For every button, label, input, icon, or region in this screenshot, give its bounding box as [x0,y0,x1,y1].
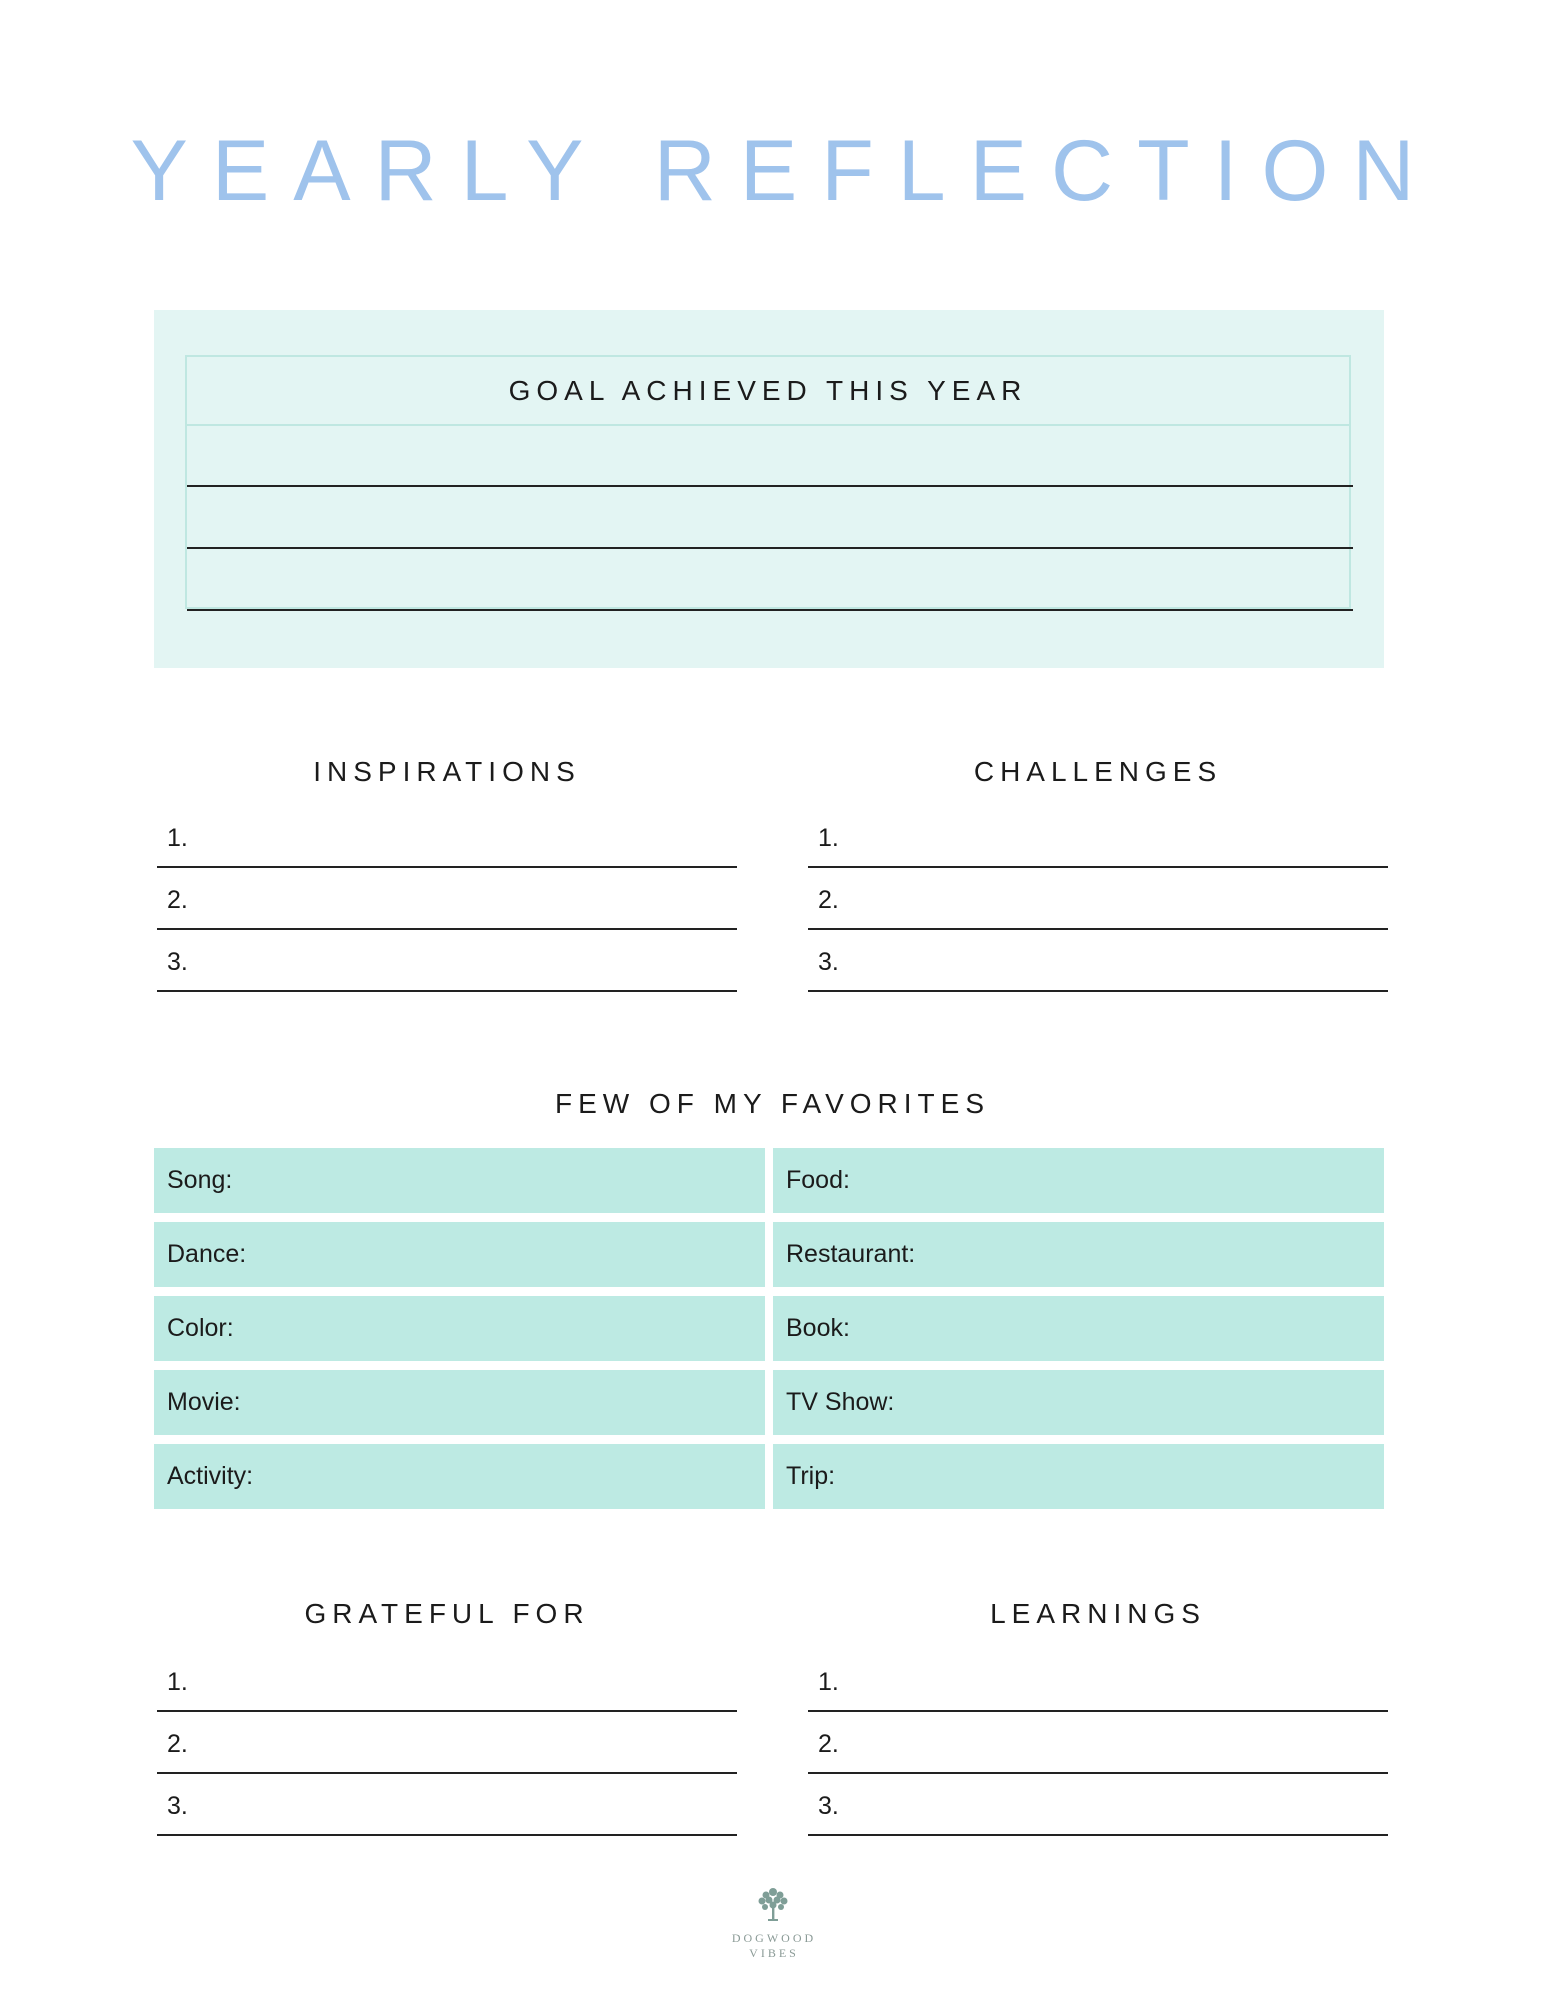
favorite-book[interactable]: Book: [773,1296,1384,1361]
list-item[interactable]: 2. [157,868,737,930]
list-item[interactable]: 3. [157,1774,737,1836]
goal-box [185,355,1351,609]
list-item[interactable]: 1. [808,806,1388,868]
goal-line-2[interactable] [187,547,1353,549]
favorite-dance[interactable]: Dance: [154,1222,765,1287]
list-item[interactable]: 1. [157,806,737,868]
brand-logo [700,1884,845,1961]
list-item[interactable]: 1. [157,1650,737,1712]
favorites-heading: FEW OF MY FAVORITES [555,1088,990,1119]
page-title: YEARLY REFLECTION [130,123,1439,219]
favorite-food[interactable]: Food: [773,1148,1384,1213]
favorite-tv-show[interactable]: TV Show: [773,1370,1384,1435]
logo-text-line1: DOGWOOD [731,1931,817,1945]
learnings-heading: LEARNINGS [990,1598,1206,1629]
list-item[interactable]: 2. [808,868,1388,930]
learnings-list [808,1650,1388,1836]
list-item[interactable]: 3. [157,930,737,992]
favorite-color[interactable]: Color: [154,1296,765,1361]
favorite-restaurant[interactable]: Restaurant: [773,1222,1384,1287]
favorite-song[interactable]: Song: [154,1148,765,1213]
tree-icon [753,1884,793,1926]
list-item[interactable]: 2. [808,1712,1388,1774]
list-item[interactable]: 3. [808,930,1388,992]
list-item[interactable]: 1. [808,1650,1388,1712]
inspirations-heading: INSPIRATIONS [313,756,581,787]
grateful-heading: GRATEFUL FOR [304,1598,590,1629]
favorite-activity[interactable]: Activity: [154,1444,765,1509]
goal-panel [154,310,1384,668]
favorite-trip[interactable]: Trip: [773,1444,1384,1509]
grateful-list [157,1650,737,1836]
favorites-grid [154,1148,1384,1509]
challenges-list [808,806,1388,992]
challenges-heading: CHALLENGES [973,756,1223,787]
goal-line-3[interactable] [187,609,1353,611]
goal-heading: GOAL ACHIEVED THIS YEAR [187,357,1349,426]
list-item[interactable]: 2. [157,1712,737,1774]
favorite-movie[interactable]: Movie: [154,1370,765,1435]
inspirations-list [157,806,737,992]
list-item[interactable]: 3. [808,1774,1388,1836]
logo-text-line2: VIBES [749,1946,799,1960]
goal-line-1[interactable] [187,485,1353,487]
